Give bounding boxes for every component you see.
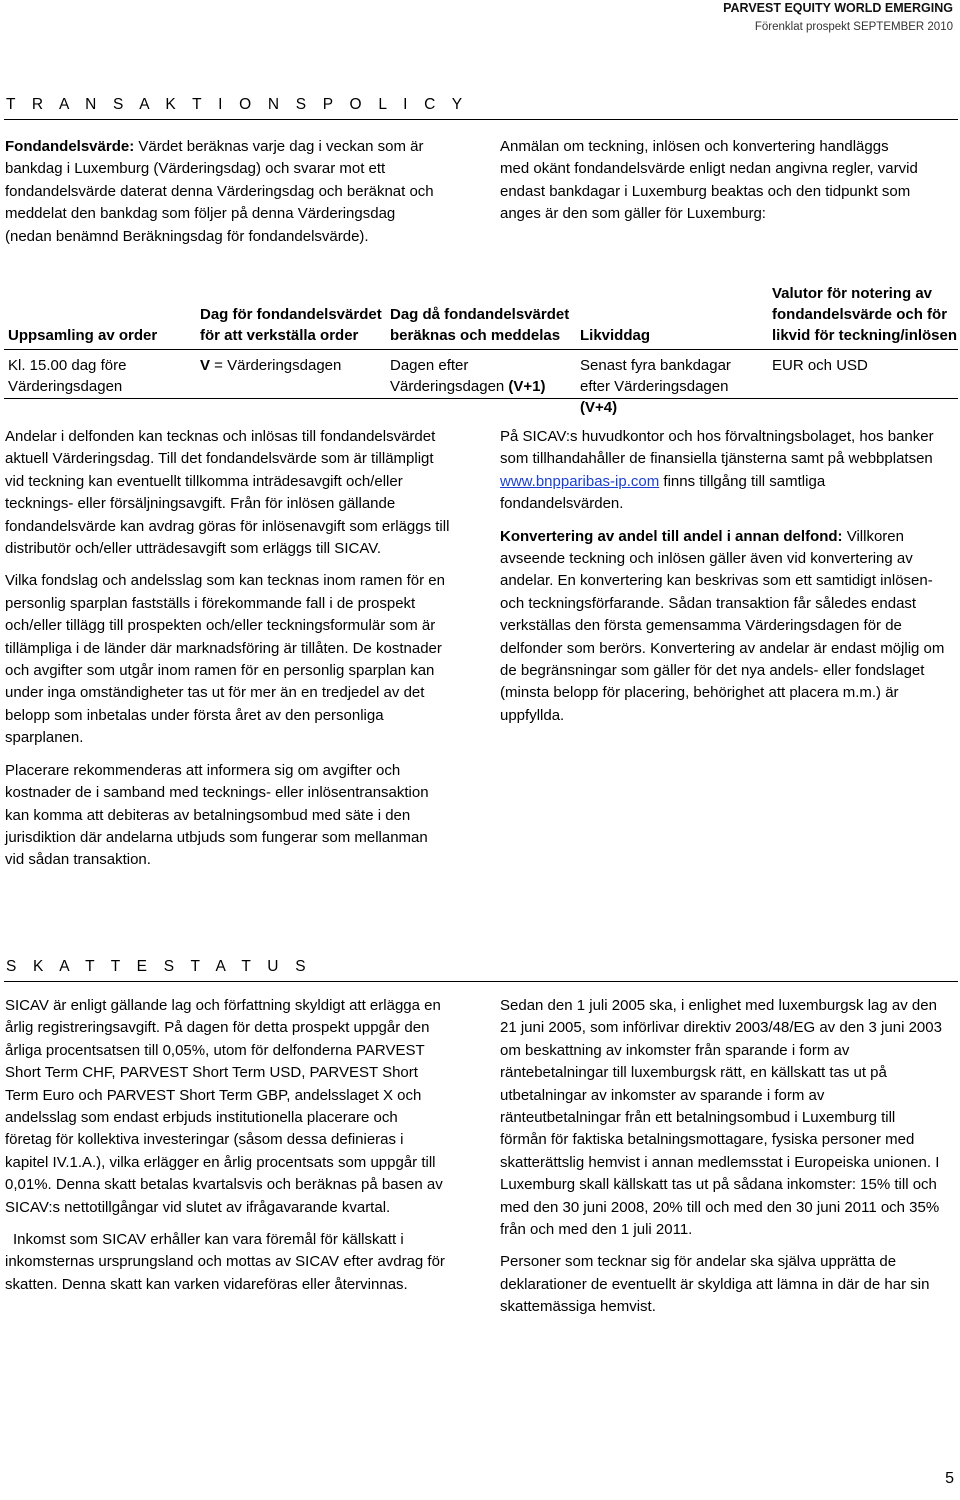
table-bottom-rule xyxy=(4,398,958,399)
nav-availability-tail: finns tillgång till samtliga fondandelsvärden. xyxy=(500,472,826,513)
transaction-intro-right xyxy=(500,136,920,236)
tax-status-heading: S K A T T E S T A T U S xyxy=(6,958,312,975)
table-header-order-collection: Uppsamling av order xyxy=(8,327,158,344)
conversion-text: Villkoren avseende teckning och inlösen gäller även vid konvertering av andelar. En konvertering kan beskrivas som ett samtidigt inlösen- och teckningsförfarande. Sådan transaktion får således endast verkställas den första gemensamma Värderingsdagen för de delfonder som berörs. Konvertering av andelar är endast möjlig om de begränsningar som gäller för det nya andels- eller fondslaget (minsta belopp för placering, behörighet att placera m.m.) är uppfyllda. xyxy=(500,527,945,724)
tax-left-column xyxy=(5,995,445,1306)
section-divider xyxy=(4,981,958,982)
table-cell-calculation-day xyxy=(390,355,570,397)
table-cell-settlement-day xyxy=(580,355,765,418)
calculation-day-text: Dagen efter Värderingsdagen xyxy=(390,357,509,395)
transaction-policy-heading: T R A N S A K T I O N S P O L I C Y xyxy=(6,96,469,113)
nav-definition-term: Fondandelsvärde: xyxy=(5,138,135,155)
table-header-execution-day: Dag för fondandelsvärdet för att verkställa order xyxy=(200,306,382,344)
calculation-day-symbol: (V+1) xyxy=(508,378,546,395)
withholding-tax-paragraph: Inkomst som SICAV erhåller kan vara föremål för källskatt i inkomsternas ursprungsland och mottas av SICAV efter avdrag för skatten. Denna skatt kan varken vidareföras eller återvinnas. xyxy=(5,1231,445,1293)
table-header-currencies: Valutor för notering av fondandelsvärde och för likvid för teckning/inlösen xyxy=(772,285,958,344)
table-header-calculation-day: Dag då fondandelsvärdet beräknas och meddelas xyxy=(390,306,570,344)
subscription-paragraph: Andelar i delfonden kan tecknas och inlösas till fondandelsvärdet aktuell Värderingsdag. Till det fondandelsvärde som är tillämpligt vid teckning kan eventuellt tillkomma inträdesavgift och/eller tecknings- eller försäljningsavgift. Från för inlösen gällande fondandelsvärde kan avdrag göras för inlösenavgift som erläggs till distributör och/eller utträdesavgift som erläggs till SICAV. xyxy=(5,428,450,558)
website-link[interactable]: www.bnpparibas-ip.com xyxy=(500,472,660,490)
table-cell-currencies: EUR och USD xyxy=(772,357,868,374)
order-handling-paragraph: Anmälan om teckning, inlösen och konvertering handläggs med okänt fondandelsvärde enligt nedan angivna regler, varvid endast bankdagar i Luxemburg beaktas och den tidpunkt som anges är den som gäller för Luxemburg: xyxy=(500,138,918,223)
valuation-day-symbol: V xyxy=(200,357,211,374)
transaction-right-column xyxy=(500,426,945,737)
prospectus-date: Förenklat prospekt SEPTEMBER 2010 xyxy=(754,21,953,33)
document-header xyxy=(723,0,953,34)
table-header-rule xyxy=(4,349,958,350)
investor-advice-paragraph: Placerare rekommenderas att informera sig om avgifter och kostnader de i samband med tecknings- eller inlösentransaktion kan komma att debiteras av betalningsombud med säte i den jurisdiktion där andelarna utbjuds som fungerar som mellanman vid sådan transaktion. xyxy=(5,761,429,869)
transaction-intro-left xyxy=(5,136,445,258)
tax-right-column xyxy=(500,995,945,1329)
table-cell-execution-day xyxy=(200,355,385,376)
table-cell-order-collection: Kl. 15.00 dag före Värderingsdagen xyxy=(8,357,127,395)
savings-directive-paragraph: Sedan den 1 juli 2005 ska, i enlighet med luxemburgsk lag av den 21 juni 2005, som införlivar direktiv 2003/48/EG av den 3 juni 2003 om beskattning av inkomster från sparande i form av räntebetalningar till luxemburgsk rätt, en källskatt tas ut på utbetalningar av inkomster av sparande i form av ränteutbetalningar från ett betalningsombud i Luxemburg till förmån för faktiska betalningsmottagare, fysiska personer med skatterättslig hemvist i annan medlemsstat i Europeiska unionen. I Luxemburg skall källskatt tas ut på sådana inkomster: 15% till och med den 30 juni 2008, 20% till och med den 30 juni 2011 och 35% från och med den 1 juli 2011. xyxy=(500,997,942,1239)
conversion-paragraph xyxy=(500,526,945,728)
valuation-day-text: = Värderingsdagen xyxy=(210,357,342,374)
section-divider xyxy=(4,119,958,120)
nav-availability-paragraph xyxy=(500,426,945,516)
fund-title: PARVEST EQUITY WORLD EMERGING xyxy=(723,1,953,15)
settlement-day-text: Senast fyra bankdagar efter Värderingsdagen xyxy=(580,357,731,395)
nav-definition-text: Värdet beräknas varje dag i veckan som är bankdag i Luxemburg (Värderingsdag) och svarar mot ett fondandelsvärde daterat denna Värderingsdag och beräknat och meddelat den bankdag som följer på denna Värderingsdag (nedan benämnd Beräkningsdag för fondandelsvärde). xyxy=(5,138,434,245)
declaration-paragraph: Personer som tecknar sig för andelar ska själva upprätta de deklarationer de eventuellt är skyldiga att lämna in där de har sin skattemässiga hemvist. xyxy=(500,1253,930,1316)
savings-plan-paragraph: Vilka fondslag och andelsslag som kan tecknas inom ramen för en personlig sparplan fastställs i förekommande fall i de prospekt och/eller tillägg till prospekten och/eller teckningsformulär som är tillämpliga i de länder där marknadsföring är tillåten. De kostnader och avgifter som utgår inom ramen för en personlig sparplan kan under inga omständigheter tas ut för mer än en tredjedel av det belopp som inbetalas under första året av den personliga sparplanen. xyxy=(5,572,445,747)
conversion-term: Konvertering av andel till andel i annan delfond: xyxy=(500,527,843,545)
settlement-day-symbol: (V+4) xyxy=(580,399,618,416)
table-header-settlement-day: Likviddag xyxy=(580,327,651,344)
nav-definition-paragraph xyxy=(5,136,445,248)
registration-tax-paragraph: SICAV är enligt gällande lag och författning skyldigt att erlägga en årlig registreringsavgift. På dagen för detta prospekt uppgår den årliga procentsatsen till 0,05%, utom för delfonderna PARVEST Short Term CHF, PARVEST Short Term USD, PARVEST Short Term Euro och PARVEST Short Term GBP, andelsslaget X och andelsslag som endast erbjuds institutionella placerare och företag för kollektiva investeringar (såsom dessa definieras i kapitel IV.1.A.), vilka erlägger en årlig procentsats som uppgår till 0,01%. Denna skatt betalas kvartalsvis och beräknas på basen av SICAV:s nettotillgångar vid slutet av ifrågavarande kvartal. xyxy=(5,997,443,1216)
page-number: 5 xyxy=(945,1470,954,1487)
nav-availability-text: På SICAV:s huvudkontor och hos förvaltningsbolaget, hos banker som tillhandahåller de finansiella tjänsterna samt på webbplatsen xyxy=(500,428,934,468)
transaction-left-column xyxy=(5,426,450,882)
